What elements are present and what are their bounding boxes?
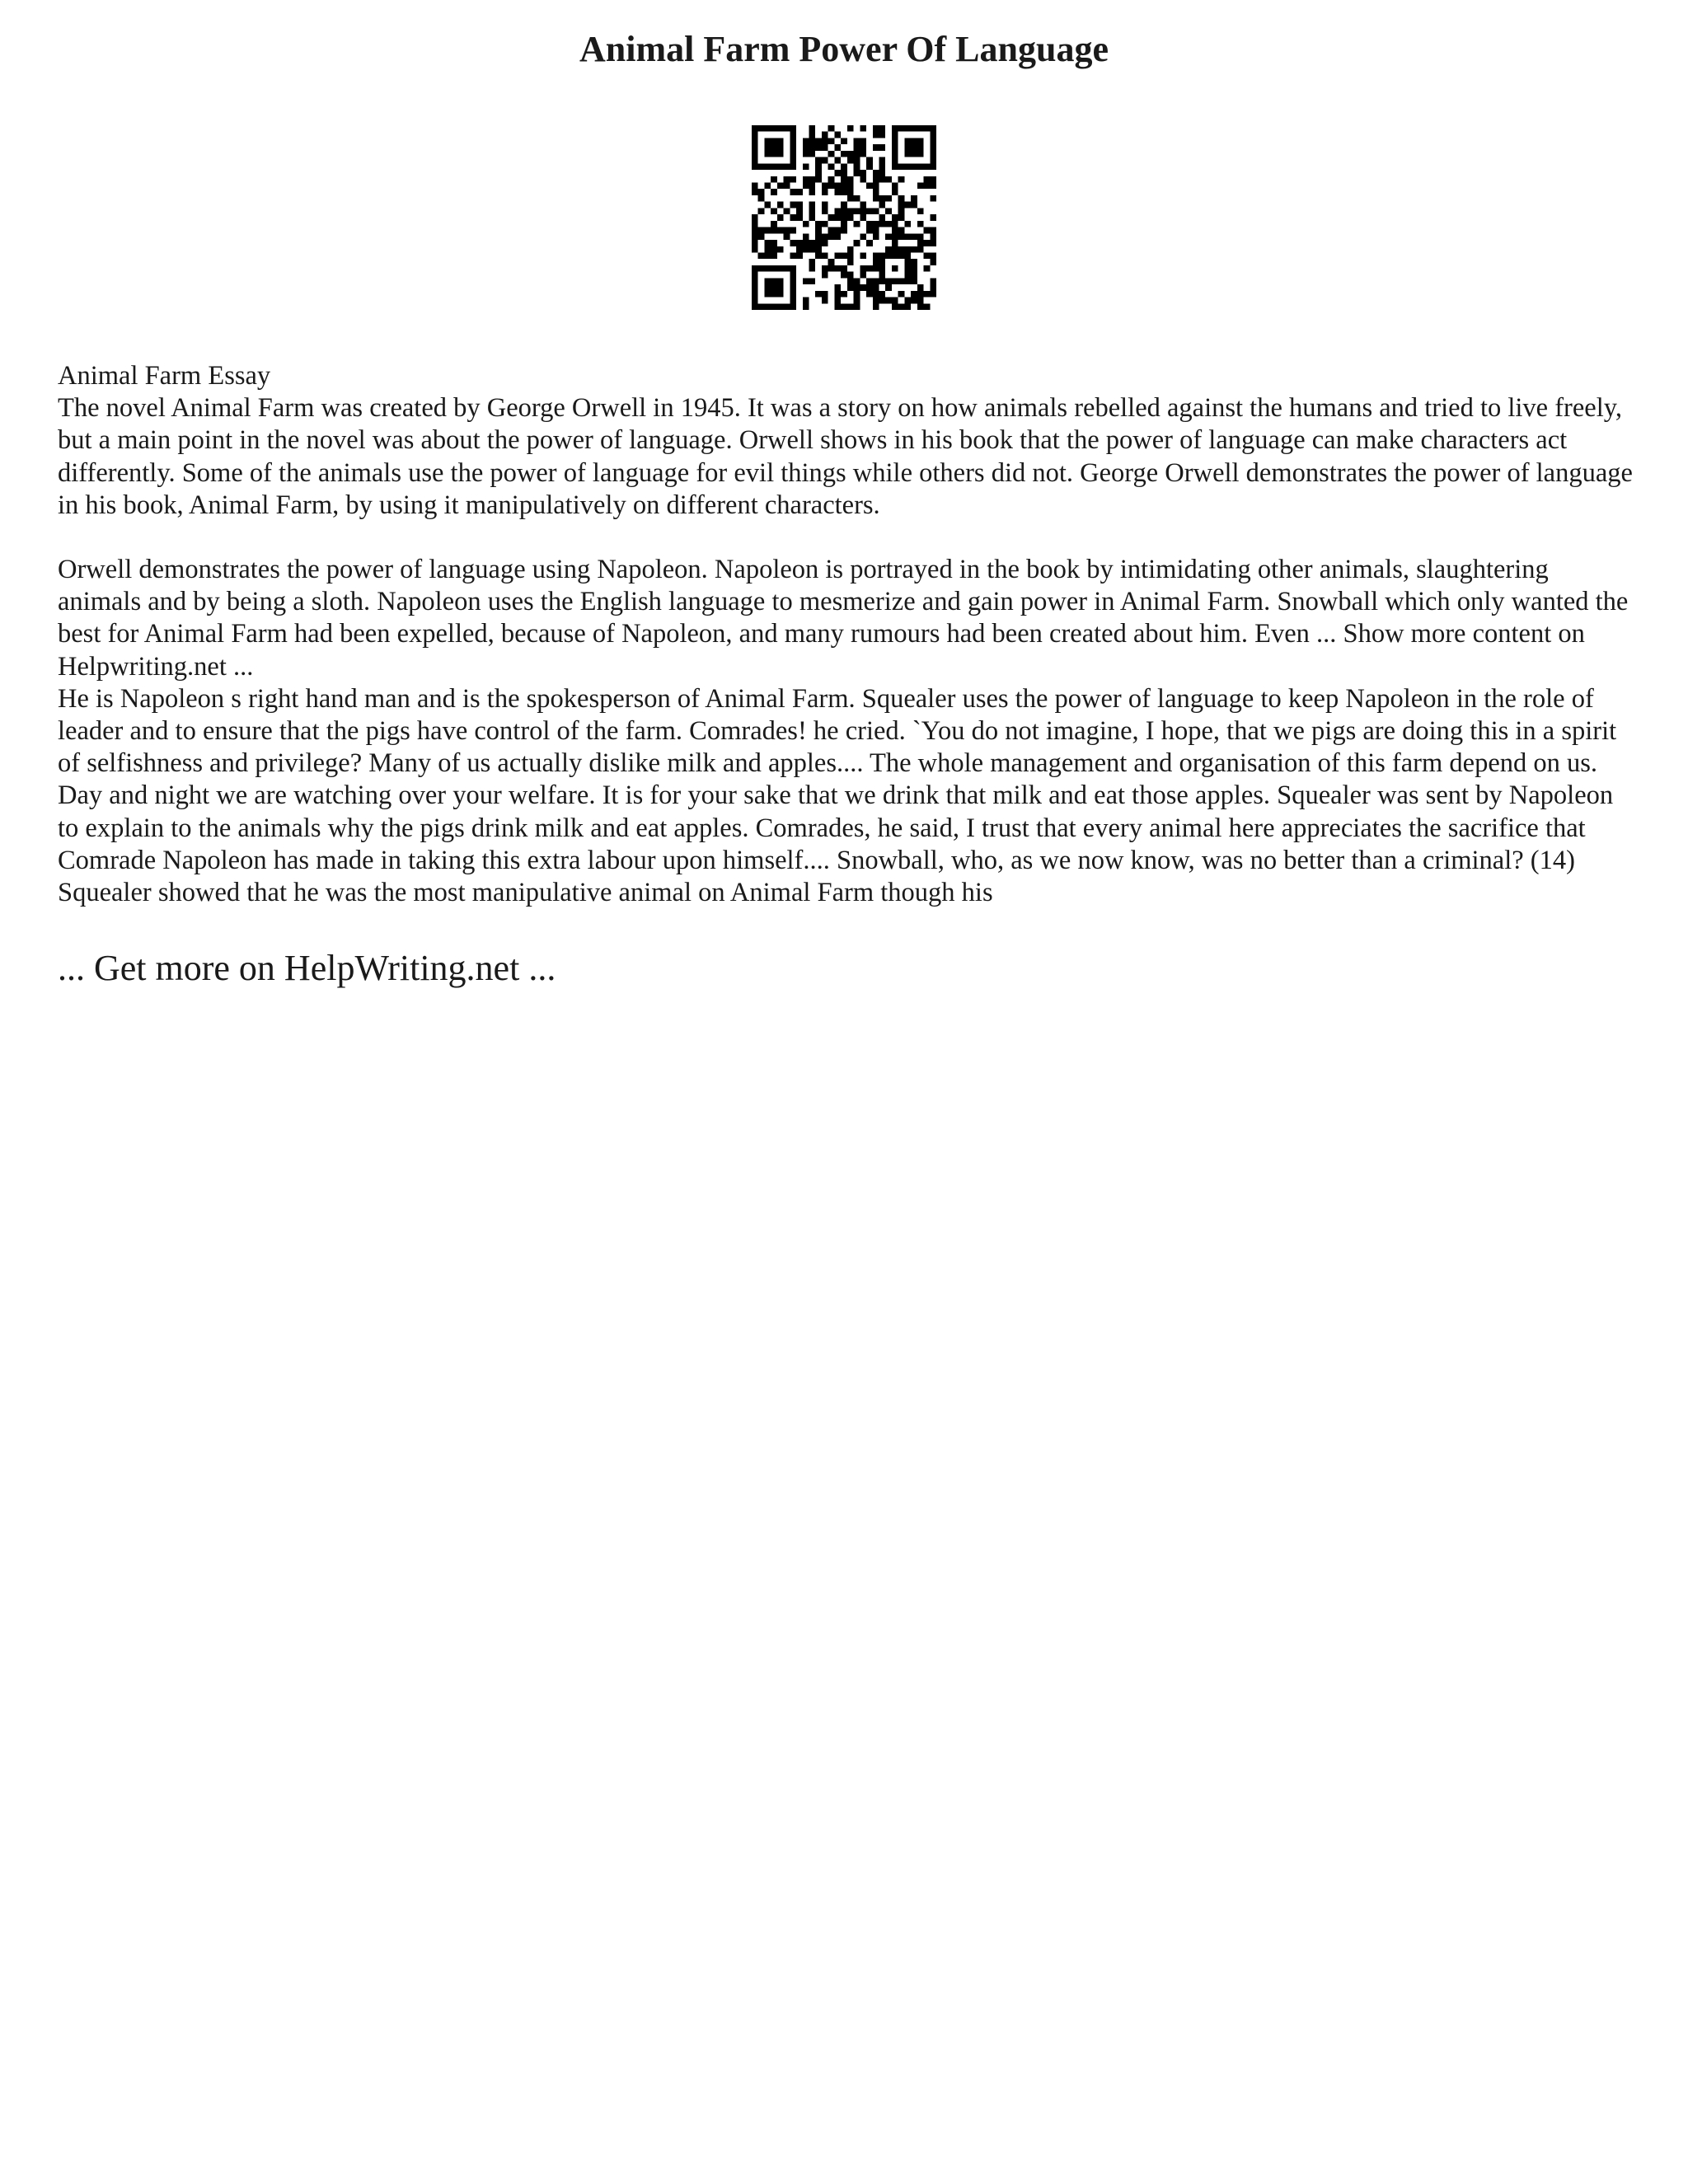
essay-paragraph: He is Napoleon s right hand man and is the spokesperson of Animal Farm. Squealer uses the power of language to keep Napoleon in the role of leader and to ensure that the pigs have control of the farm. Comrades! he cried. `You do not imagine, I hope, that we pigs are doing this in a spirit of selfishness and privilege? Many of us actually dislike milk and apples.... The whole management and organisation of this farm depend on us. Day and night we are watching over your welfare. It is for your sake that we drink that milk and eat those apples. Squealer was sent by Napoleon to explain to the animals why the pigs drink milk and eat apples. Comrades, he said, I trust that every animal here appreciates the sacrifice that Comrade Napoleon has made in taking this extra labour upon himself.... Snowball, who, as we now know, was no better than a criminal? (14) Squealer showed that he was the most manipulative animal on Animal Farm though his xyxy=(58,683,1617,908)
essay-heading: Animal Farm Essay xyxy=(58,361,271,391)
page-title: Animal Farm Power Of Language xyxy=(579,29,1109,69)
paragraph-gap xyxy=(58,522,1636,554)
qr-code-icon xyxy=(752,125,936,310)
essay-paragraph: The novel Animal Farm was created by George Orwell in 1945. It was a story on how animals rebelled against the humans and tried to live freely, but a main point in the novel was about the power of language. Orwell shows in his book that the power of language can make characters act differently. Some of the animals use the power of language for evil things while others did not. George Orwell demonstrates the power of language in his book, Animal Farm, by using it manipulatively on different characters. xyxy=(58,393,1633,520)
get-more-link[interactable]: ... Get more on HelpWriting.net ... xyxy=(58,948,556,988)
essay-paragraph: Orwell demonstrates the power of language using Napoleon. Napoleon is portrayed in the book by intimidating other animals, slaughtering animals and by being a sloth. Napoleon uses the English language to mesmerize and gain power in Animal Farm. Snowball which only wanted the best for Animal Farm had been expelled, because of Napoleon, and many rumours had been created about him. Even ... Show more content on Helpwriting.net ... xyxy=(58,555,1629,682)
essay-body xyxy=(58,360,1636,909)
